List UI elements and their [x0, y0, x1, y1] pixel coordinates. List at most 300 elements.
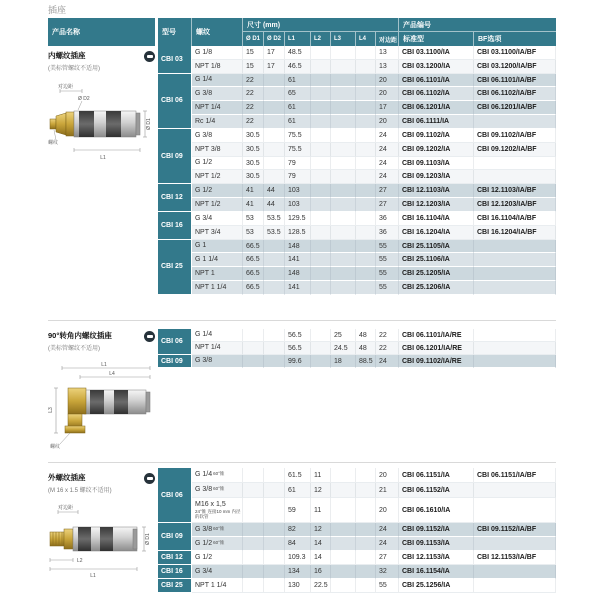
- section-subtitle: (美标管螺纹不适用): [48, 346, 100, 352]
- dim-l2-cell: [311, 329, 331, 342]
- col-header-size-mm: 尺寸 (mm): [243, 18, 399, 32]
- thread-cell: G 1/4: [192, 329, 243, 342]
- dim-l1-cell: 141: [285, 253, 311, 267]
- thread-cell: [192, 468, 243, 483]
- standard-code-cell: CBI 16.1104/IA: [399, 212, 474, 226]
- thread-cell: NPT 3/8: [192, 143, 243, 157]
- bf-code-cell: [474, 157, 556, 171]
- svg-text:Ø D2: Ø D2: [78, 96, 90, 102]
- dim-af-cell: 20: [376, 115, 399, 129]
- dim-l2-cell: [311, 101, 331, 115]
- standard-code-cell: CBI 06.1201/IA/RE: [399, 342, 474, 355]
- dim-l2-cell: [311, 281, 331, 295]
- dim-l1-cell: 141: [285, 281, 311, 295]
- dim-d2-cell: 53.5: [264, 212, 285, 226]
- size-col-header: L4: [356, 32, 376, 46]
- svg-text:L3: L3: [48, 407, 54, 413]
- dim-d2-cell: [264, 143, 285, 157]
- model-cell: CBI 03: [158, 46, 192, 74]
- standard-code-cell: CBI 09.1103/IA: [399, 157, 474, 171]
- dim-l2-cell: [311, 184, 331, 198]
- standard-code-cell: CBI 09.1202/IA: [399, 143, 474, 157]
- dim-af-cell: 55: [376, 281, 399, 295]
- dim-d2-cell: [264, 115, 285, 129]
- dim-l4-cell: [356, 184, 376, 198]
- model-cell: CBI 16: [158, 212, 192, 240]
- dim-d2-cell: [264, 267, 285, 281]
- dim-l4-cell: [356, 101, 376, 115]
- bf-code-cell: CBI 16.1204/IA/BF: [474, 226, 556, 240]
- dim-d2-cell: [264, 565, 285, 579]
- model-cell: CBI 06: [158, 74, 192, 129]
- dim-d1-cell: 30.5: [243, 170, 264, 184]
- dim-l3-cell: [331, 281, 356, 295]
- dim-l2-cell: 11: [311, 468, 331, 483]
- dim-d1-cell: [243, 329, 264, 342]
- dim-l2-cell: [311, 226, 331, 240]
- dim-l1-cell: 65: [285, 87, 311, 101]
- dim-l3-cell: [331, 143, 356, 157]
- dim-l2-cell: [311, 143, 331, 157]
- section-divider: [48, 462, 556, 463]
- dim-l2-cell: [311, 87, 331, 101]
- dim-l1-cell: 56.5: [285, 329, 311, 342]
- dim-l2-cell: 14: [311, 537, 331, 551]
- standard-code-cell: CBI 06.1610/IA: [399, 498, 474, 523]
- bf-code-cell: CBI 12.1203/IA/BF: [474, 198, 556, 212]
- dim-l3-cell: [331, 74, 356, 88]
- dim-l1-cell: 61.5: [285, 468, 311, 483]
- thread-cell: [192, 523, 243, 537]
- dim-d1-cell: 53: [243, 226, 264, 240]
- dim-l1-cell: 130: [285, 579, 311, 593]
- page-title: 插座: [48, 5, 67, 15]
- dim-l1-cell: 99.6: [285, 355, 311, 368]
- dim-l2-cell: [311, 240, 331, 254]
- dim-d1-cell: 66.5: [243, 253, 264, 267]
- dim-l1-cell: 46.5: [285, 60, 311, 74]
- dim-l2-cell: [311, 170, 331, 184]
- dim-af-cell: 24: [376, 355, 399, 368]
- thread-cell: NPT 1/4: [192, 342, 243, 355]
- dim-l3-cell: [331, 498, 356, 523]
- bf-code-cell: [474, 267, 556, 281]
- col-header-bf-option: BF选项: [474, 32, 556, 46]
- dim-l1-cell: 75.5: [285, 129, 311, 143]
- size-col-header: Ø D2: [264, 32, 285, 46]
- bf-code-cell: [474, 342, 556, 355]
- size-col-header: L3: [331, 32, 356, 46]
- thread-cell: [192, 483, 243, 498]
- standard-code-cell: CBI 12.1153/IA: [399, 551, 474, 565]
- thread-cone-note: 60°锥: [213, 471, 225, 477]
- dim-l2-cell: [311, 267, 331, 281]
- dim-af-cell: 13: [376, 46, 399, 60]
- model-cell: CBI 12: [158, 184, 192, 212]
- dim-l1-cell: 75.5: [285, 143, 311, 157]
- standard-code-cell: CBI 09.1102/IA: [399, 129, 474, 143]
- thread-cell: NPT 1/2: [192, 198, 243, 212]
- dim-l1-cell: 79: [285, 170, 311, 184]
- thread-cell: G 1: [192, 240, 243, 254]
- dim-l4-cell: 48: [356, 342, 376, 355]
- model-cell: CBI 25: [158, 579, 192, 593]
- dim-l4-cell: [356, 551, 376, 565]
- dim-l4-cell: [356, 157, 376, 171]
- svg-text:螺纹: 螺纹: [48, 140, 59, 146]
- dim-l2-cell: [311, 60, 331, 74]
- dim-l4-cell: [356, 267, 376, 281]
- thread-cell: G 3/8: [192, 87, 243, 101]
- dim-d1-cell: 30.5: [243, 157, 264, 171]
- section-subtitle: (M 16 x 1.5 螺纹不适用): [48, 488, 112, 494]
- dim-af-cell: 24: [376, 170, 399, 184]
- standard-code-cell: CBI 06.1151/IA: [399, 468, 474, 483]
- technical-drawing-elbow-socket: [48, 360, 155, 452]
- dim-af-cell: 27: [376, 551, 399, 565]
- dim-l1-cell: 79: [285, 157, 311, 171]
- svg-text:L4: L4: [109, 371, 115, 377]
- model-cell: CBI 09: [158, 523, 192, 551]
- dim-l2-cell: 16: [311, 565, 331, 579]
- dim-af-cell: 24: [376, 157, 399, 171]
- bf-code-cell: [474, 329, 556, 342]
- dim-l2-cell: [311, 212, 331, 226]
- dim-l4-cell: [356, 115, 376, 129]
- thread-size: G 1/460°锥: [195, 471, 225, 479]
- bf-code-cell: CBI 03.1100/IA/BF: [474, 46, 556, 60]
- model-cell: CBI 12: [158, 551, 192, 565]
- dim-d1-cell: [243, 565, 264, 579]
- dim-af-cell: 36: [376, 212, 399, 226]
- dim-l3-cell: [331, 184, 356, 198]
- dim-l3-cell: [331, 87, 356, 101]
- bf-code-cell: [474, 240, 556, 254]
- standard-code-cell: CBI 03.1200/IA: [399, 60, 474, 74]
- thread-cell: NPT 1 1/4: [192, 281, 243, 295]
- dim-l2-cell: [311, 198, 331, 212]
- dim-d2-cell: [264, 253, 285, 267]
- bf-code-cell: CBI 09.1102/IA/BF: [474, 129, 556, 143]
- thread-cell: NPT 1/8: [192, 60, 243, 74]
- bf-code-cell: [474, 170, 556, 184]
- dim-l3-cell: [331, 468, 356, 483]
- dim-af-cell: 24: [376, 523, 399, 537]
- dim-d1-cell: 22: [243, 115, 264, 129]
- standard-code-cell: CBI 12.1203/IA: [399, 198, 474, 212]
- dim-af-cell: 22: [376, 342, 399, 355]
- dim-l2-cell: [311, 46, 331, 60]
- dim-l4-cell: 88.5: [356, 355, 376, 368]
- standard-code-cell: CBI 16.1204/IA: [399, 226, 474, 240]
- dim-l4-cell: [356, 537, 376, 551]
- standard-code-cell: CBI 06.1101/IA: [399, 74, 474, 88]
- dim-af-cell: 55: [376, 267, 399, 281]
- dim-af-cell: 17: [376, 101, 399, 115]
- svg-text:L1: L1: [100, 155, 106, 161]
- dim-l2-cell: 12: [311, 483, 331, 498]
- bf-code-cell: CBI 12.1103/IA/BF: [474, 184, 556, 198]
- bf-code-cell: CBI 12.1153/IA/BF: [474, 551, 556, 565]
- dim-af-cell: 21: [376, 483, 399, 498]
- bf-code-cell: [474, 281, 556, 295]
- dim-l4-cell: [356, 143, 376, 157]
- col-header-thread: 螺纹: [192, 18, 243, 46]
- thread-cell: G 3/8: [192, 129, 243, 143]
- standard-code-cell: CBI 09.1152/IA: [399, 523, 474, 537]
- dim-d2-cell: 17: [264, 46, 285, 60]
- dim-l3-cell: [331, 483, 356, 498]
- dim-l4-cell: [356, 579, 376, 593]
- dim-l1-cell: 61: [285, 483, 311, 498]
- model-cell: CBI 06: [158, 329, 192, 355]
- dim-l1-cell: 134: [285, 565, 311, 579]
- dim-l2-cell: [311, 253, 331, 267]
- dim-af-cell: 55: [376, 253, 399, 267]
- thread-cell: G 1/2: [192, 184, 243, 198]
- table-header: [48, 18, 556, 46]
- dim-l1-cell: 48.5: [285, 46, 311, 60]
- bf-code-cell: [474, 579, 556, 593]
- dim-d2-cell: [264, 170, 285, 184]
- dim-d2-cell: [264, 551, 285, 565]
- dim-l3-cell: [331, 579, 356, 593]
- dim-l3-cell: [331, 129, 356, 143]
- standard-code-cell: CBI 06.1201/IA: [399, 101, 474, 115]
- thread-cell: G 1 1/4: [192, 253, 243, 267]
- dim-l1-cell: 129.5: [285, 212, 311, 226]
- bf-code-cell: [474, 565, 556, 579]
- dim-l4-cell: [356, 226, 376, 240]
- dim-d1-cell: 15: [243, 46, 264, 60]
- dim-d1-cell: [243, 483, 264, 498]
- dim-af-cell: 13: [376, 60, 399, 74]
- dim-l2-cell: 22.5: [311, 579, 331, 593]
- dim-l1-cell: 103: [285, 198, 311, 212]
- dim-l3-cell: [331, 212, 356, 226]
- thread-cell: [192, 498, 243, 523]
- dim-l3-cell: [331, 226, 356, 240]
- svg-text:Ø D1: Ø D1: [145, 533, 151, 545]
- dim-l1-cell: 59: [285, 498, 311, 523]
- standard-code-cell: CBI 03.1100/IA: [399, 46, 474, 60]
- bf-code-cell: CBI 06.1101/IA/BF: [474, 74, 556, 88]
- dim-l4-cell: [356, 281, 376, 295]
- svg-text:对边距: 对边距: [58, 505, 74, 511]
- dim-af-cell: 36: [376, 226, 399, 240]
- dim-d1-cell: 53: [243, 212, 264, 226]
- model-cell: CBI 06: [158, 468, 192, 523]
- dim-l4-cell: [356, 212, 376, 226]
- dim-d2-cell: [264, 329, 285, 342]
- standard-code-cell: CBI 09.1153/IA: [399, 537, 474, 551]
- dim-d1-cell: 22: [243, 74, 264, 88]
- dim-l4-cell: [356, 240, 376, 254]
- dim-l3-cell: [331, 267, 356, 281]
- dim-d1-cell: 41: [243, 198, 264, 212]
- svg-text:L1: L1: [101, 362, 107, 368]
- thread-cone-note: 60°锥: [213, 486, 225, 492]
- standard-code-cell: CBI 06.1111/IA: [399, 115, 474, 129]
- dim-af-cell: 55: [376, 579, 399, 593]
- dim-d1-cell: 66.5: [243, 240, 264, 254]
- dim-d1-cell: 22: [243, 87, 264, 101]
- dim-af-cell: 20: [376, 74, 399, 88]
- dim-l4-cell: [356, 253, 376, 267]
- thread-detail-note: 24°锥 连接10 mm 内径的软管: [195, 508, 241, 519]
- dim-l2-cell: [311, 342, 331, 355]
- dim-l2-cell: 11: [311, 498, 331, 523]
- dim-l3-cell: [331, 253, 356, 267]
- size-col-header: L1: [285, 32, 311, 46]
- dim-af-cell: 24: [376, 537, 399, 551]
- dim-l1-cell: 61: [285, 74, 311, 88]
- dim-l2-cell: [311, 115, 331, 129]
- model-cell: CBI 25: [158, 240, 192, 295]
- standard-code-cell: CBI 06.1102/IA: [399, 87, 474, 101]
- bf-code-cell: CBI 06.1201/IA/BF: [474, 101, 556, 115]
- spec-table-female-sockets: [158, 46, 556, 295]
- model-cell: CBI 09: [158, 355, 192, 368]
- dim-d2-cell: 44: [264, 184, 285, 198]
- dim-l2-cell: [311, 129, 331, 143]
- dim-d2-cell: [264, 87, 285, 101]
- dim-l4-cell: [356, 60, 376, 74]
- bf-code-cell: [474, 498, 556, 523]
- thread-cell: NPT 1/4: [192, 101, 243, 115]
- dim-af-cell: 24: [376, 143, 399, 157]
- technical-drawing-female-socket: [48, 80, 152, 166]
- bf-code-cell: CBI 06.1102/IA/BF: [474, 87, 556, 101]
- dim-d2-cell: 53.5: [264, 226, 285, 240]
- coupling-series-icon: [144, 331, 155, 342]
- bf-code-cell: [474, 483, 556, 498]
- section-divider: [48, 320, 556, 321]
- standard-code-cell: CBI 25.1106/IA: [399, 253, 474, 267]
- dim-d1-cell: 66.5: [243, 267, 264, 281]
- col-header-model: 型号: [158, 18, 192, 46]
- bf-code-cell: CBI 03.1200/IA/BF: [474, 60, 556, 74]
- standard-code-cell: CBI 12.1103/IA: [399, 184, 474, 198]
- dim-d2-cell: [264, 129, 285, 143]
- dim-l1-cell: 148: [285, 267, 311, 281]
- dim-d1-cell: [243, 579, 264, 593]
- section-panel-female-socket: [48, 46, 155, 295]
- dim-l4-cell: [356, 129, 376, 143]
- model-cell: CBI 09: [158, 129, 192, 184]
- size-col-header: Ø D1: [243, 32, 264, 46]
- dim-l3-cell: [331, 170, 356, 184]
- technical-drawing-male-socket: [48, 502, 152, 578]
- dim-af-cell: 55: [376, 240, 399, 254]
- dim-l3-cell: [331, 157, 356, 171]
- dim-l3-cell: [331, 537, 356, 551]
- dim-l1-cell: 128.5: [285, 226, 311, 240]
- svg-text:螺纹: 螺纹: [50, 444, 61, 450]
- thread-cell: G 3/8: [192, 355, 243, 368]
- dim-l3-cell: [331, 60, 356, 74]
- dim-d1-cell: 30.5: [243, 129, 264, 143]
- section-title: 内螺纹插座: [48, 51, 86, 60]
- dim-l4-cell: [356, 198, 376, 212]
- bf-code-cell: [474, 355, 556, 368]
- dim-d1-cell: [243, 498, 264, 523]
- spec-table-male-sockets: [158, 468, 556, 593]
- dim-d2-cell: [264, 281, 285, 295]
- svg-text:Ø D1: Ø D1: [146, 118, 152, 130]
- thread-cell: G 1/4: [192, 74, 243, 88]
- dim-l2-cell: 14: [311, 551, 331, 565]
- dim-d1-cell: [243, 523, 264, 537]
- bf-code-cell: CBI 16.1104/IA/BF: [474, 212, 556, 226]
- thread-cell: NPT 1: [192, 267, 243, 281]
- dim-d2-cell: 17: [264, 60, 285, 74]
- thread-size: G 3/860°锥: [195, 525, 225, 533]
- dim-af-cell: 27: [376, 184, 399, 198]
- thread-size: M16 x 1,5: [195, 501, 226, 509]
- dim-l3-cell: [331, 101, 356, 115]
- thread-cell: NPT 1 1/4: [192, 579, 243, 593]
- dim-d2-cell: [264, 537, 285, 551]
- dim-l4-cell: [356, 46, 376, 60]
- dim-d1-cell: [243, 342, 264, 355]
- thread-size: G 1/260°锥: [195, 539, 225, 547]
- svg-text:L1: L1: [90, 573, 96, 578]
- dim-d2-cell: [264, 355, 285, 368]
- dim-d2-cell: [264, 157, 285, 171]
- dim-l1-cell: 148: [285, 240, 311, 254]
- thread-cone-note: 60°锥: [213, 525, 225, 531]
- dim-l4-cell: [356, 74, 376, 88]
- dim-l3-cell: 25: [331, 329, 356, 342]
- thread-cell: G 1/8: [192, 46, 243, 60]
- standard-code-cell: CBI 06.1101/IA/RE: [399, 329, 474, 342]
- dim-af-cell: 20: [376, 87, 399, 101]
- dim-l4-cell: 48: [356, 329, 376, 342]
- section-title: 外螺纹插座: [48, 473, 86, 482]
- dim-d2-cell: [264, 468, 285, 483]
- dim-af-cell: 20: [376, 468, 399, 483]
- dim-l4-cell: [356, 523, 376, 537]
- thread-cell: [192, 537, 243, 551]
- dim-d2-cell: [264, 101, 285, 115]
- dim-d1-cell: [243, 355, 264, 368]
- dim-af-cell: 20: [376, 498, 399, 523]
- dim-l3-cell: 24.5: [331, 342, 356, 355]
- dim-l4-cell: [356, 565, 376, 579]
- dim-d1-cell: [243, 537, 264, 551]
- thread-cell: G 3/4: [192, 565, 243, 579]
- standard-code-cell: CBI 25.1206/IA: [399, 281, 474, 295]
- col-header-standard: 标准型: [399, 32, 474, 46]
- section-panel-elbow-socket: [48, 326, 155, 460]
- standard-code-cell: CBI 06.1152/IA: [399, 483, 474, 498]
- standard-code-cell: CBI 09.1203/IA: [399, 170, 474, 184]
- coupling-series-icon: [144, 473, 155, 484]
- dim-d2-cell: [264, 342, 285, 355]
- thread-cell: NPT 1/2: [192, 170, 243, 184]
- dim-l3-cell: [331, 551, 356, 565]
- dim-l4-cell: [356, 483, 376, 498]
- dim-af-cell: 24: [376, 129, 399, 143]
- dim-l1-cell: 84: [285, 537, 311, 551]
- dim-l2-cell: [311, 157, 331, 171]
- thread-cell: G 1/2: [192, 157, 243, 171]
- thread-cone-note: 60°锥: [213, 539, 225, 545]
- dim-d2-cell: [264, 498, 285, 523]
- dim-l3-cell: 18: [331, 355, 356, 368]
- size-col-header: L2: [311, 32, 331, 46]
